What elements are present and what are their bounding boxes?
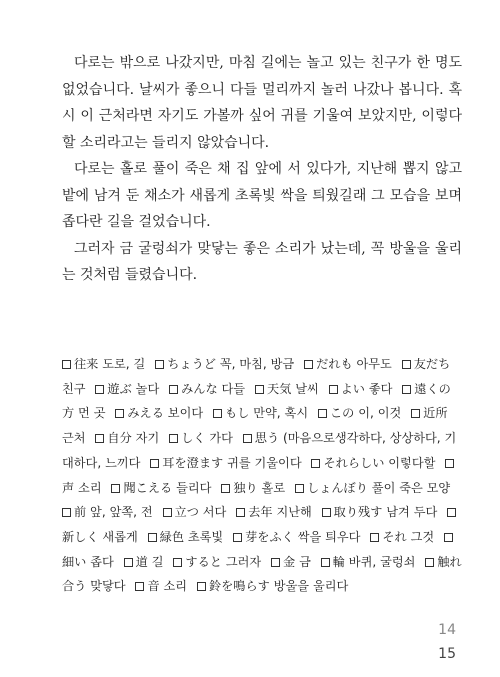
checkbox-icon <box>318 409 327 418</box>
vocab-item <box>318 406 401 420</box>
vocab-item <box>62 357 145 371</box>
vocab-text: よい 좋다 <box>340 381 393 396</box>
vocab-text: 前 앞, 앞쪽, 전 <box>74 505 153 520</box>
vocab-text: 自分 자기 <box>107 431 160 446</box>
vocab-item <box>150 456 301 470</box>
vocab-item <box>148 530 224 544</box>
vocabulary-list <box>62 352 462 599</box>
vocab-item <box>304 357 392 371</box>
checkbox-icon <box>115 409 124 418</box>
checkbox-icon <box>311 459 320 468</box>
checkbox-icon <box>111 484 120 493</box>
vocab-text: 触れ合う 맞닿다 <box>62 554 462 594</box>
checkbox-icon <box>402 360 411 369</box>
vocab-text: 新しく 새롭게 <box>62 529 138 544</box>
vocab-item <box>124 555 164 569</box>
page-number-right: 15 <box>438 646 456 662</box>
vocab-item <box>329 382 393 396</box>
vocab-text: 思う (마음으로생각하다, 상상하다, 기대하다, 느끼다 <box>62 431 457 470</box>
checkbox-icon <box>213 409 222 418</box>
vocab-item <box>370 530 434 544</box>
vocab-item <box>295 481 450 495</box>
checkbox-icon <box>124 558 133 567</box>
vocab-text: 取り残す 남겨 두다 <box>333 505 438 520</box>
checkbox-icon <box>197 582 206 591</box>
vocab-item <box>197 579 348 593</box>
vocab-text: 立つ 서다 <box>174 505 227 520</box>
story-text <box>62 50 462 289</box>
checkbox-icon <box>62 508 71 517</box>
checkbox-icon <box>236 508 245 517</box>
vocab-text: 遠くの方 먼 곳 <box>62 381 451 421</box>
vocab-item <box>115 406 203 420</box>
checkbox-icon <box>233 533 242 542</box>
vocab-text: 声 소리 <box>62 480 102 495</box>
checkbox-icon <box>62 360 71 369</box>
vocab-item <box>311 456 435 470</box>
vocab-item <box>271 555 311 569</box>
vocab-text: それ 그것 <box>382 529 435 544</box>
checkbox-icon <box>169 385 178 394</box>
vocab-text: 芽をふく 싹을 틔우다 <box>245 529 361 544</box>
checkbox-icon <box>329 385 338 394</box>
vocab-item <box>95 382 159 396</box>
vocab-text: 独り 홀로 <box>233 480 286 495</box>
checkbox-icon <box>163 508 172 517</box>
checkbox-icon <box>321 558 330 567</box>
checkbox-icon <box>221 484 230 493</box>
checkbox-icon <box>295 484 304 493</box>
vocab-item <box>62 505 153 519</box>
checkbox-icon <box>148 533 157 542</box>
vocab-item <box>221 481 285 495</box>
checkbox-icon <box>402 385 411 394</box>
vocab-item <box>236 505 312 519</box>
story-paragraph: 그러자 금 굴렁쇠가 맞닿는 좋은 소리가 났는데, 꼭 방울을 울리는 것처럼 들렸습니다. <box>62 240 462 283</box>
vocab-text: 天気 날씨 <box>266 381 319 396</box>
vocab-text: 鈴を鳴らす 방울을 울리다 <box>208 579 349 594</box>
vocab-item <box>213 406 308 420</box>
checkbox-icon <box>425 558 434 567</box>
checkbox-icon <box>271 558 280 567</box>
vocab-item <box>163 505 227 519</box>
vocab-text: 耳を澄ます 귀를 기울이다 <box>162 455 302 470</box>
vocab-text: 細い 좁다 <box>62 554 114 569</box>
vocab-text: 去年 지난해 <box>248 505 312 520</box>
checkbox-icon <box>95 434 104 443</box>
vocab-item <box>155 357 294 371</box>
checkbox-icon <box>255 385 264 394</box>
vocab-text: ちょうど 꼭, 마침, 방금 <box>167 357 295 371</box>
vocab-text: それらしい 이렇다할 <box>323 455 436 470</box>
vocab-text: 金 금 <box>283 554 311 569</box>
checkbox-icon <box>169 434 178 443</box>
vocab-text: 遊ぶ 놀다 <box>107 381 160 396</box>
vocab-text: 往来 도로, 길 <box>74 357 146 371</box>
vocab-text: すると 그러자 <box>185 554 262 569</box>
vocab-text: みえる 보이다 <box>127 406 204 421</box>
vocab-item <box>95 431 159 445</box>
checkbox-icon <box>370 533 379 542</box>
vocab-text: しく 가다 <box>181 431 233 446</box>
vocab-text: だれも 아무도 <box>316 357 392 371</box>
vocab-item <box>169 382 245 396</box>
checkbox-icon <box>155 360 164 369</box>
checkbox-icon <box>243 434 252 443</box>
vocab-item <box>233 530 360 544</box>
checkbox-icon <box>135 582 144 591</box>
checkbox-icon <box>445 459 454 468</box>
vocab-item <box>111 481 211 495</box>
vocab-text: 道 길 <box>135 554 164 569</box>
vocab-text: 友だち 친구 <box>62 357 451 396</box>
vocab-item <box>255 382 319 396</box>
page-number-left: 14 <box>438 622 456 638</box>
vocab-text: もし 만약, 혹시 <box>225 406 309 421</box>
vocab-text: 緑色 초록빛 <box>159 529 224 544</box>
vocab-text: 近所 근처 <box>62 406 448 446</box>
vocab-text: 聞こえる 들리다 <box>123 480 212 495</box>
vocab-item <box>135 579 187 593</box>
vocab-item <box>322 505 438 519</box>
story-paragraph: 다로는 밖으로 나갔지만, 마침 길에는 놀고 있는 친구가 한 명도 없었습니다. 날씨가 좋으니 다들 멀리까지 놀러 나갔나 봅니다. 혹시 이 근처라면 자기도 가볼까 싶어 귀를 기울여 보았지만, 이렇다 할 소리라고는 들리지 않았습니다. <box>62 55 462 151</box>
vocab-text: しょんぼり 풀이 죽은 모양 <box>306 480 451 495</box>
vocab-text: みんな 다들 <box>181 381 246 396</box>
checkbox-icon <box>95 385 104 394</box>
checkbox-icon <box>411 409 420 418</box>
checkbox-icon <box>173 558 182 567</box>
vocab-text: 輪 바퀴, 굴렁쇠 <box>332 554 416 569</box>
vocab-item <box>173 555 261 569</box>
checkbox-icon <box>322 508 331 517</box>
checkbox-icon <box>447 508 456 517</box>
vocab-text: この 이, 이것 <box>329 406 402 421</box>
vocab-text: 音 소리 <box>147 579 188 594</box>
checkbox-icon <box>444 533 453 542</box>
checkbox-icon <box>304 360 313 369</box>
checkbox-icon <box>150 459 159 468</box>
story-paragraph: 다로는 홀로 풀이 죽은 채 집 앞에 서 있다가, 지난해 뽑지 않고 밭에 남겨 둔 채소가 새롭게 초록빛 싹을 틔웠길래 그 모습을 보며 좁다란 길을 걸었습니다. <box>62 161 462 230</box>
vocab-item <box>321 555 416 569</box>
vocab-item <box>169 431 233 445</box>
